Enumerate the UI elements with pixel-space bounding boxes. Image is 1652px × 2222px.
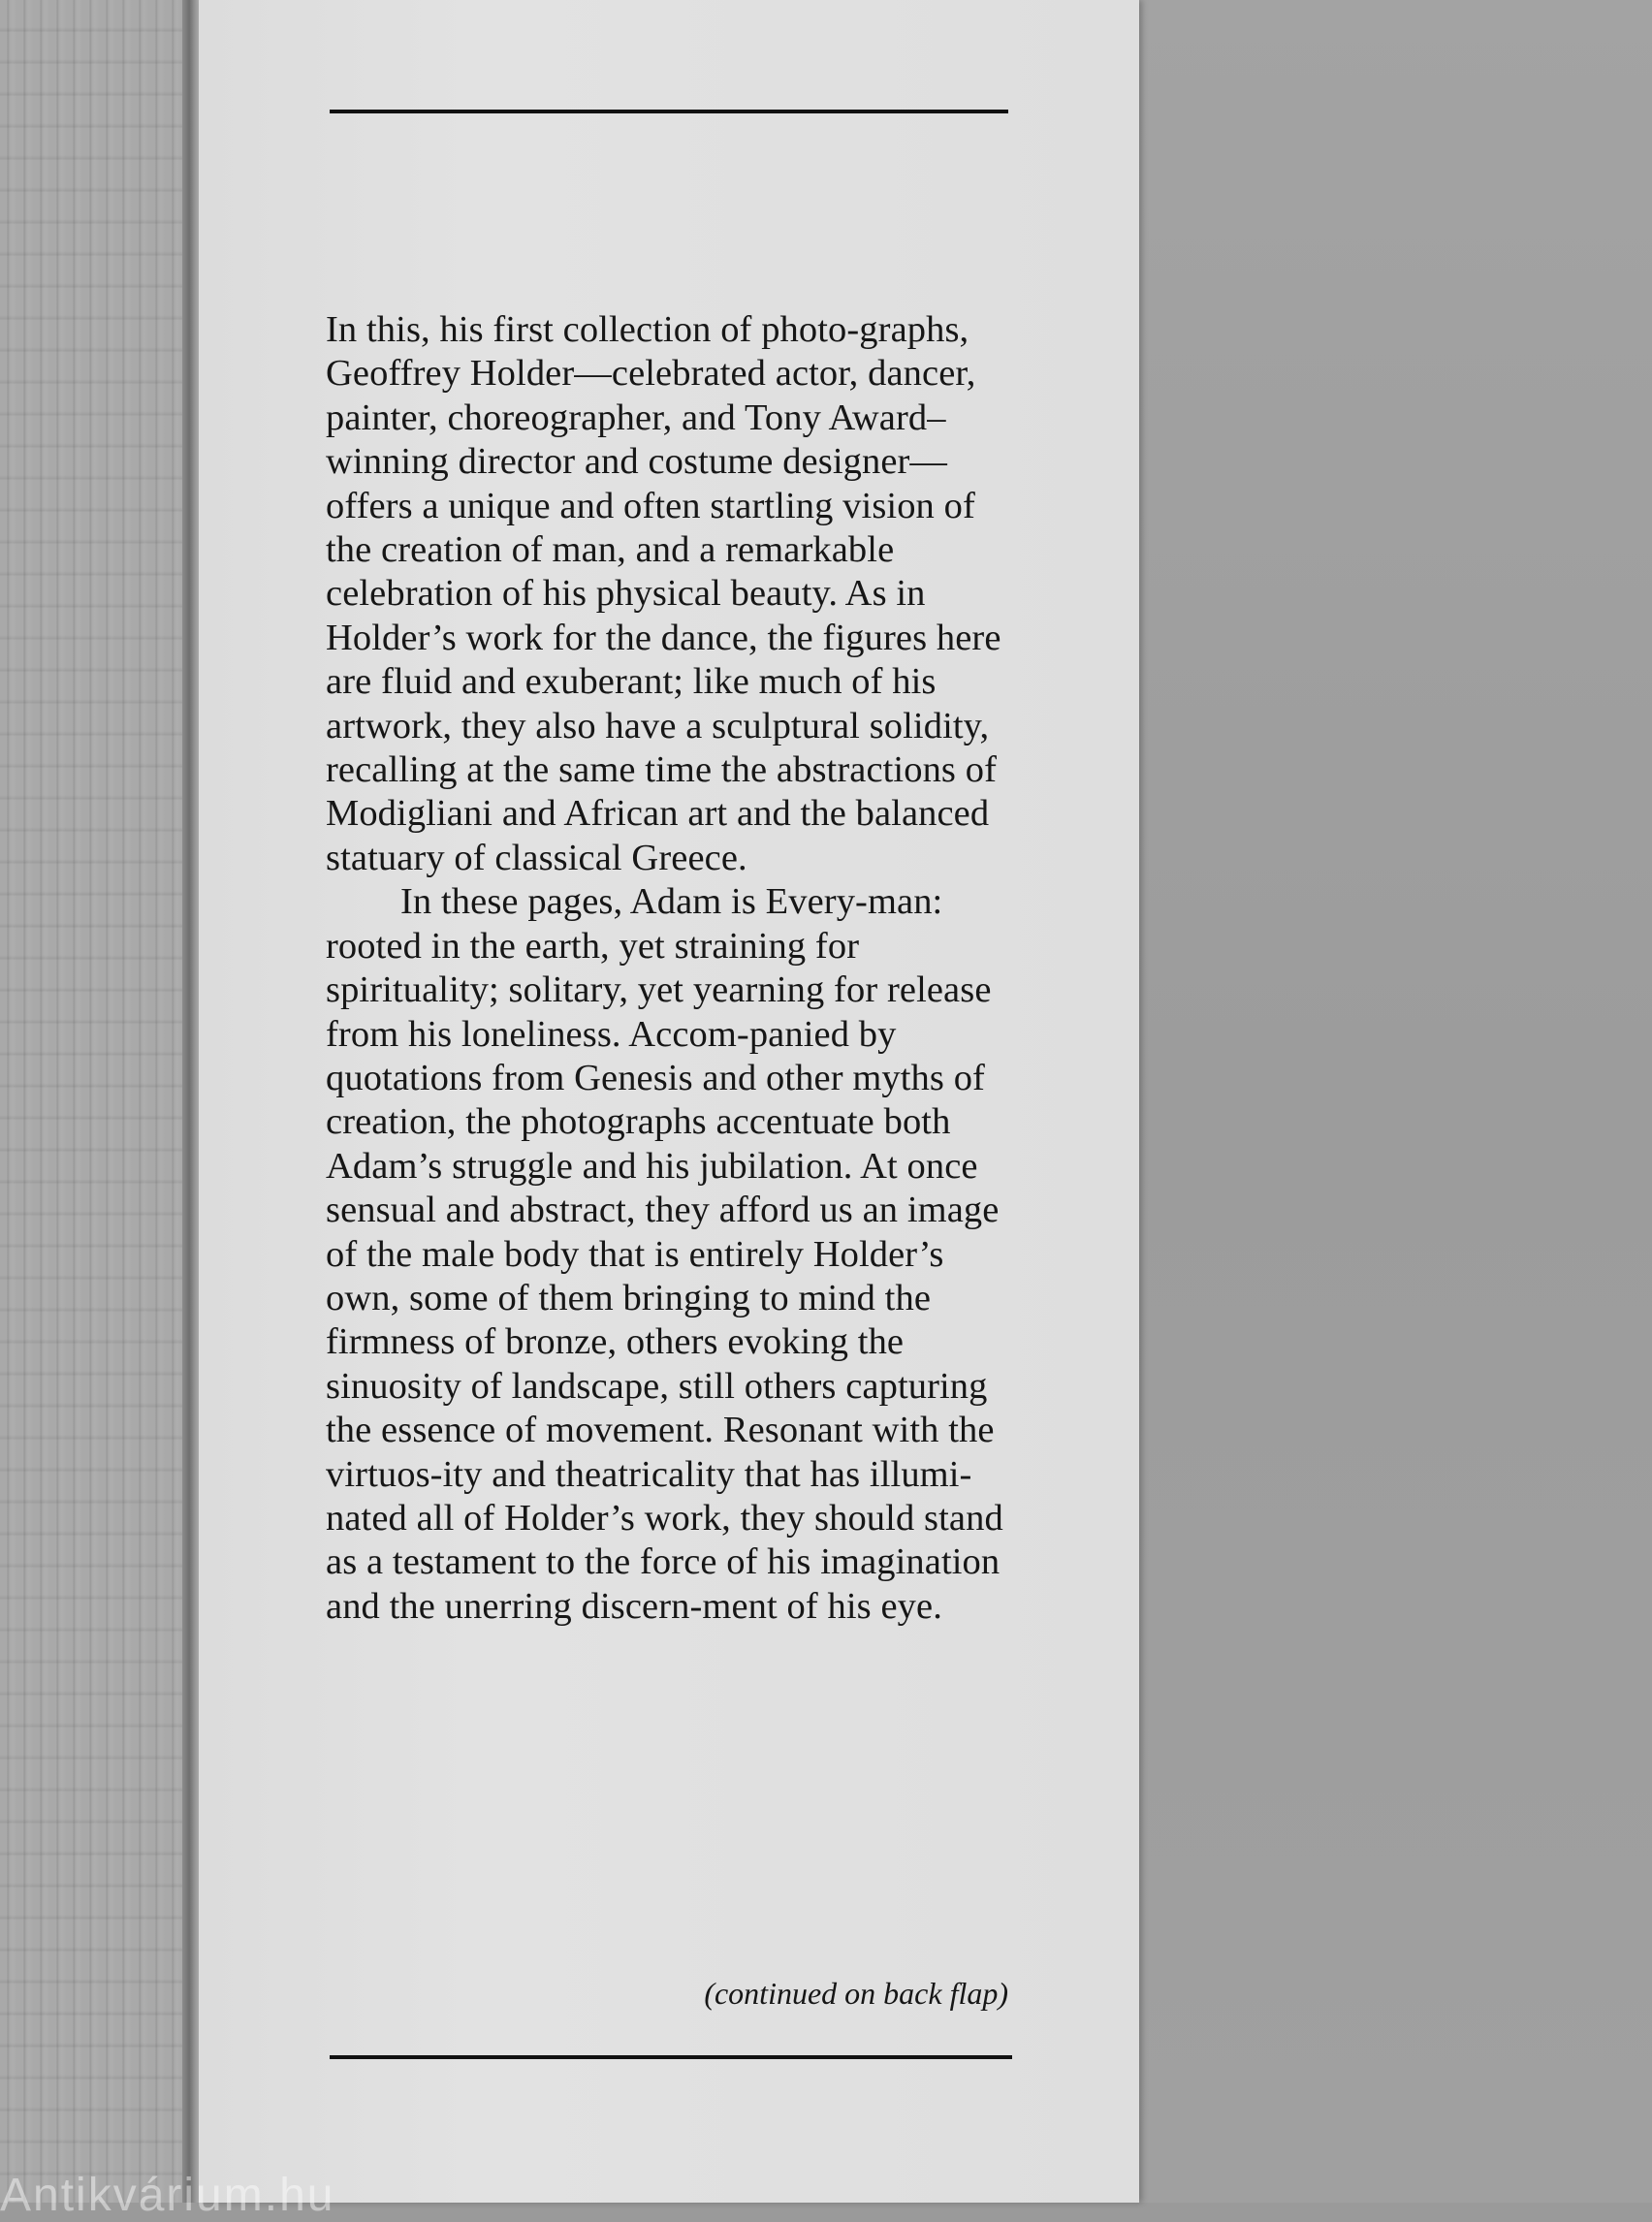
cover-background [1139, 0, 1652, 2203]
fold-shadow [182, 0, 200, 2203]
bottom-rule [330, 2055, 1012, 2059]
top-rule [330, 110, 1008, 113]
wood-background [0, 0, 199, 2203]
flap-body-text [326, 308, 1024, 1629]
continued-note: (continued on back flap) [704, 1976, 1008, 2011]
front-flap [199, 0, 1139, 2203]
paragraph-2: In these pages, Adam is Every-man: rooted in the earth, yet straining for spirituality; solitary, yet yearning for release from his loneliness. Accom-panied by quotations from Genesis and other myths of creation, the photographs accentuate both Adam’s struggle and his jubilation. At once sensual and abstract, they afford us an image of the male body that is entirely Holder’s own, some of them bringing to mind the firmness of bronze, others evoking the sinuosity of landscape, still others capturing the essence of movement. Resonant with the virtuos-ity and theatricality that has illumi-nated all of Holder’s work, they should stand as a testament to the force of his imagination and the unerring discern-ment of his eye. [326, 881, 1003, 1627]
paragraph-1: In this, his first collection of photo-graphs, Geoffrey Holder—celebrated actor, dancer, painter, choreographer, and Tony Award–winning director and costume designer—offers a unique and often startling vision of the creation of man, and a remarkable celebration of his physical beauty. As in Holder’s work for the dance, the figures here are fluid and exuberant; like much of his artwork, they also have a sculptural solidity, recalling at the same time the abstractions of Modigliani and African art and the balanced statuary of classical Greece. [326, 309, 1001, 878]
watermark: Antikvárium.hu [0, 2170, 335, 2221]
